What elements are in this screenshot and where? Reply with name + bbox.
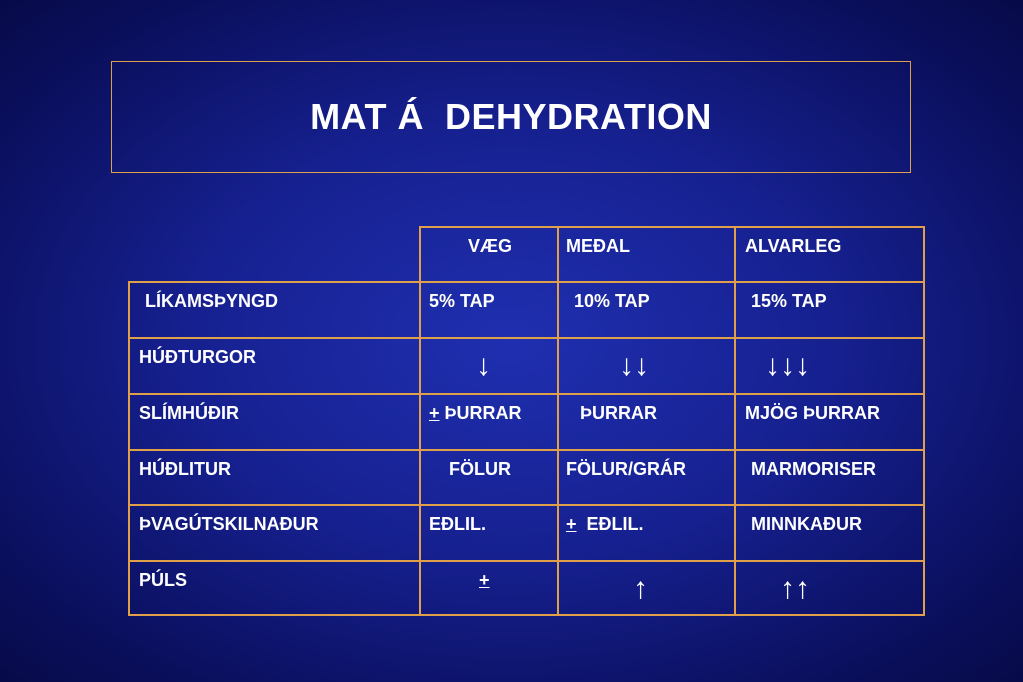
header-alvarleg: ALVARLEG <box>745 236 842 256</box>
cell-alvarleg: MINNKAÐUR <box>751 514 862 534</box>
row-label-likamsthyngd: LÍKAMSÞYNGD <box>145 291 279 311</box>
row-label-hudlitur: HÚÐLITUR <box>139 459 231 479</box>
cell-text: EÐLIL. <box>576 514 644 534</box>
plus-minus-sign <box>479 562 490 591</box>
up-arrow-icon: ↑ <box>633 572 648 605</box>
title-box <box>111 61 911 173</box>
header-vaeg: VÆG <box>468 236 513 256</box>
header-medal: MEÐAL <box>566 236 630 256</box>
cell-medal <box>566 506 644 535</box>
cell-alvarleg: 15% TAP <box>751 291 827 311</box>
slide-title: MAT Á DEHYDRATION <box>310 96 712 137</box>
down-arrow-icon: ↓ <box>476 349 491 382</box>
plus-minus-sign: + <box>479 570 490 590</box>
cell-vaeg: EÐLIL. <box>429 514 486 534</box>
cell-alvarleg: MJÖG ÞURRAR <box>745 403 881 423</box>
cell-medal: FÖLUR/GRÁR <box>566 459 686 479</box>
down-arrows-icon: ↓↓↓ <box>765 349 810 382</box>
cell-vaeg <box>429 395 522 424</box>
cell-text: ÞURRAR <box>439 403 522 423</box>
row-label-hudturgor: HÚÐTURGOR <box>139 347 256 367</box>
plus-minus-sign: + <box>566 514 577 534</box>
row-label-thvagutskilnadur: ÞVAGÚTSKILNAÐUR <box>139 514 319 534</box>
cell-alvarleg: MARMORISER <box>751 459 876 479</box>
cell-medal: ÞURRAR <box>580 403 658 423</box>
row-label-slimhudir: SLÍMHÚÐIR <box>139 403 239 423</box>
row-label-puls: PÚLS <box>139 570 188 590</box>
cell-medal: 10% TAP <box>574 291 650 311</box>
up-arrows-icon: ↑↑ <box>780 572 810 605</box>
plus-minus-sign: + <box>429 403 440 423</box>
cell-vaeg: 5% TAP <box>429 291 495 311</box>
down-arrows-icon: ↓↓ <box>619 349 649 382</box>
cell-vaeg: FÖLUR <box>449 459 511 479</box>
